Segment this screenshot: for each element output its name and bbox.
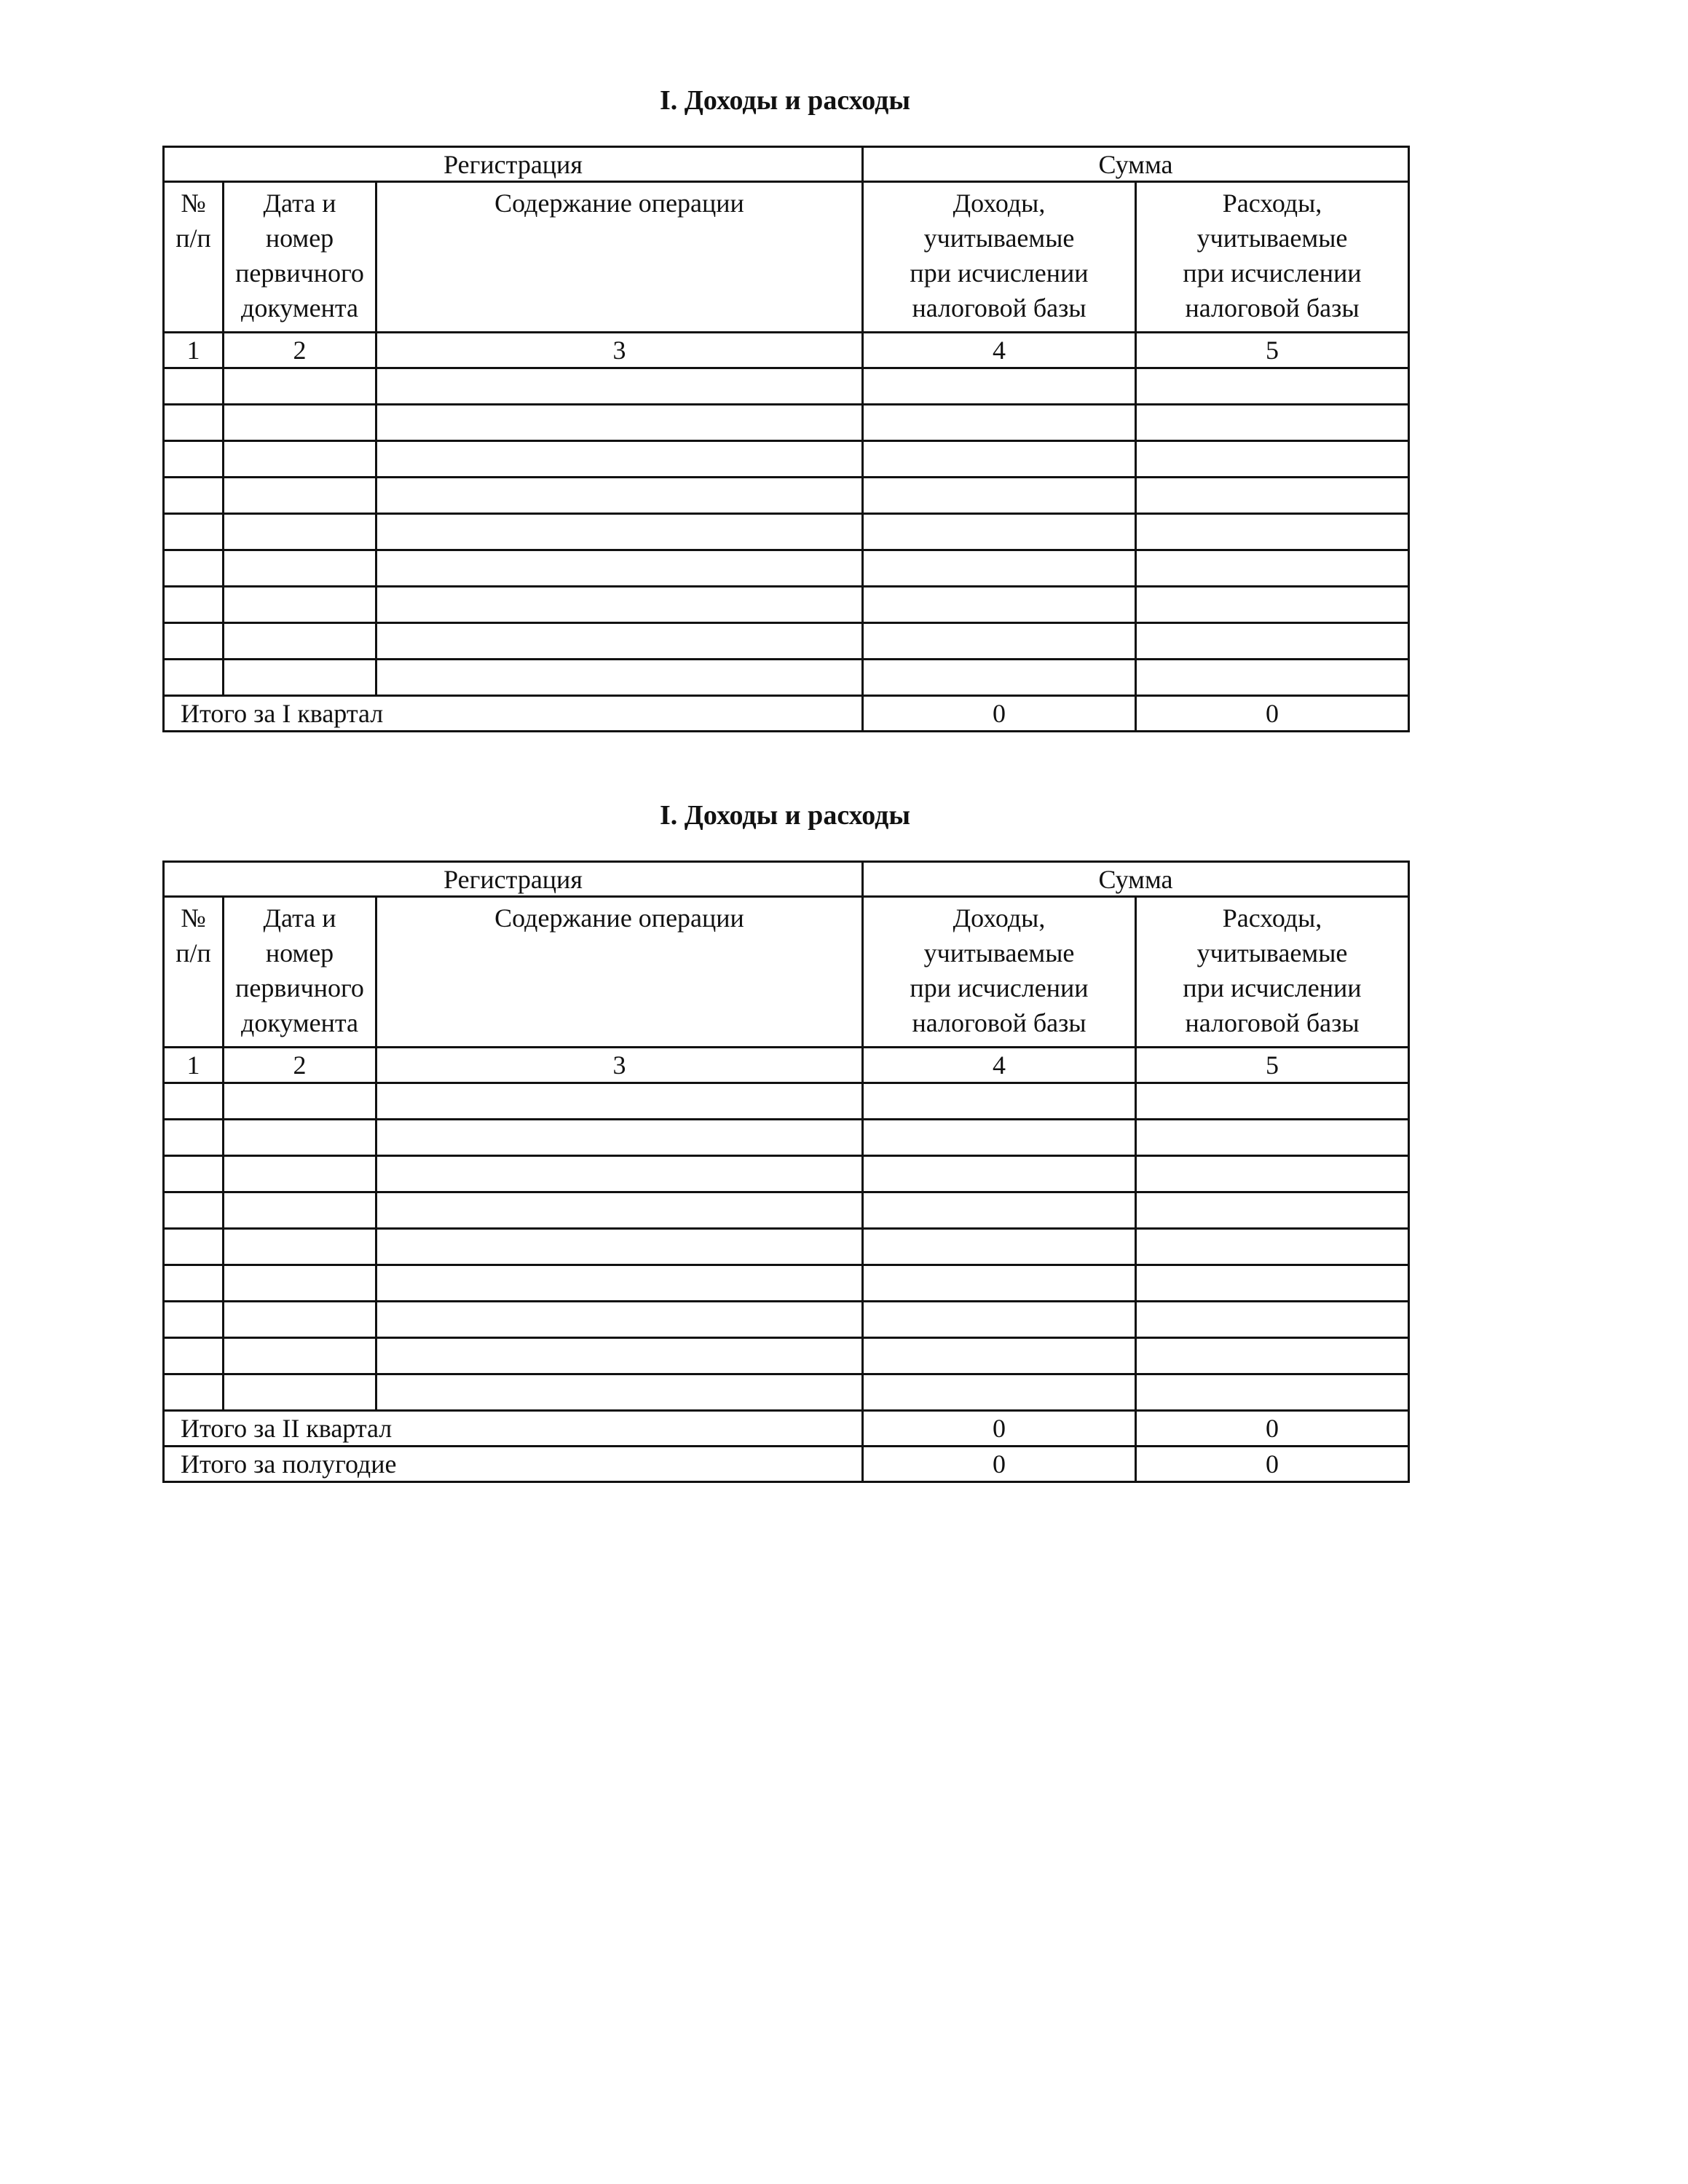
entry-cell[interactable] (376, 1083, 863, 1120)
entry-cell[interactable] (1136, 1192, 1409, 1229)
entry-cell[interactable] (224, 1338, 376, 1374)
entry-cell[interactable] (863, 405, 1136, 441)
entry-cell[interactable] (863, 1374, 1136, 1411)
total-income: 0 (863, 1411, 1136, 1447)
header-line: Содержание операции (494, 189, 744, 218)
header-line: Дата и (263, 903, 336, 933)
total-label: Итого за II квартал (164, 1411, 863, 1447)
total-label: Итого за I квартал (164, 696, 863, 732)
entry-cell[interactable] (164, 1265, 224, 1302)
entry-cell[interactable] (1136, 1156, 1409, 1192)
header-line: при исчислении (1183, 973, 1362, 1002)
table-row (164, 623, 1409, 660)
col-header-date (224, 897, 376, 1048)
entry-cell[interactable] (376, 1302, 863, 1338)
entry-cell[interactable] (863, 1192, 1136, 1229)
total-expense: 0 (1136, 696, 1409, 732)
column-header-row (164, 897, 1409, 1048)
header-line: учитываемые (923, 938, 1075, 968)
entry-cell[interactable] (164, 368, 224, 405)
group-header-row (164, 862, 1409, 897)
table-row (164, 478, 1409, 514)
header-line: номер (265, 223, 334, 253)
col-header-date (224, 182, 376, 333)
header-line: при исчислении (910, 258, 1089, 288)
income-expense-section-1 (162, 79, 1408, 732)
entry-cell[interactable] (1136, 441, 1409, 478)
entry-cell[interactable] (1136, 405, 1409, 441)
entry-cell[interactable] (224, 660, 376, 696)
group-header-row (164, 147, 1409, 182)
col-header-number (164, 182, 224, 333)
total-row (164, 1447, 1409, 1482)
entry-cell[interactable] (224, 514, 376, 550)
col-header-number (164, 897, 224, 1048)
entry-cell[interactable] (863, 550, 1136, 587)
table-row (164, 660, 1409, 696)
entry-cell[interactable] (224, 441, 376, 478)
entry-cell[interactable] (863, 1120, 1136, 1156)
entry-cell[interactable] (863, 660, 1136, 696)
entry-cell[interactable] (863, 478, 1136, 514)
column-number: 2 (224, 1048, 376, 1083)
entry-cell[interactable] (224, 405, 376, 441)
header-line: Содержание операции (494, 903, 744, 933)
entry-cell[interactable] (224, 478, 376, 514)
header-line: Расходы, (1222, 903, 1322, 933)
table-row (164, 1374, 1409, 1411)
entry-cell[interactable] (1136, 1083, 1409, 1120)
entry-cell[interactable] (164, 660, 224, 696)
table-row (164, 1229, 1409, 1265)
entry-cell[interactable] (164, 623, 224, 660)
entry-cell[interactable] (376, 550, 863, 587)
entry-cell[interactable] (376, 1156, 863, 1192)
column-number: 5 (1136, 1048, 1409, 1083)
column-number-row (164, 1048, 1409, 1083)
entry-cell[interactable] (224, 1302, 376, 1338)
column-header-row (164, 182, 1409, 333)
sum-header: Сумма (863, 147, 1409, 182)
entry-cell[interactable] (224, 623, 376, 660)
entry-cell[interactable] (224, 1083, 376, 1120)
entry-cell[interactable] (863, 514, 1136, 550)
header-line: п/п (175, 223, 211, 253)
entry-cell[interactable] (1136, 514, 1409, 550)
header-line: учитываемые (923, 223, 1075, 253)
income-expense-section-2 (162, 794, 1408, 1483)
header-line: документа (241, 1008, 358, 1037)
entry-cell[interactable] (1136, 1338, 1409, 1374)
entry-cell[interactable] (376, 368, 863, 405)
entry-cell[interactable] (1136, 623, 1409, 660)
table-row (164, 1083, 1409, 1120)
entry-cell[interactable] (376, 1120, 863, 1156)
entry-cell[interactable] (376, 514, 863, 550)
header-line: учитываемые (1196, 223, 1348, 253)
column-number: 5 (1136, 333, 1409, 368)
table-row (164, 1120, 1409, 1156)
entry-cell[interactable] (863, 368, 1136, 405)
entry-cell[interactable] (224, 550, 376, 587)
entry-cell[interactable] (863, 1156, 1136, 1192)
entry-cell[interactable] (164, 1229, 224, 1265)
col-header-income (863, 182, 1136, 333)
entry-cell[interactable] (376, 405, 863, 441)
entry-cell[interactable] (1136, 1120, 1409, 1156)
col-header-income (863, 897, 1136, 1048)
entry-cell[interactable] (376, 1338, 863, 1374)
entry-cell[interactable] (164, 1156, 224, 1192)
header-line: Дата и (263, 189, 336, 218)
entry-cell[interactable] (164, 550, 224, 587)
entry-cell[interactable] (863, 1302, 1136, 1338)
entry-cell[interactable] (1136, 1374, 1409, 1411)
entry-cell[interactable] (376, 1192, 863, 1229)
total-row (164, 696, 1409, 732)
table-row (164, 1156, 1409, 1192)
column-number: 2 (224, 333, 376, 368)
column-number: 1 (164, 333, 224, 368)
entry-cell[interactable] (376, 478, 863, 514)
entry-cell[interactable] (376, 1374, 863, 1411)
total-row (164, 1411, 1409, 1447)
col-header-expense (1136, 897, 1409, 1048)
table-row (164, 514, 1409, 550)
entry-cell[interactable] (224, 1156, 376, 1192)
col-header-expense (1136, 182, 1409, 333)
header-line: п/п (175, 938, 211, 968)
entry-cell[interactable] (164, 441, 224, 478)
entry-cell[interactable] (164, 405, 224, 441)
table-row (164, 550, 1409, 587)
column-number: 3 (376, 1048, 863, 1083)
registration-header: Регистрация (164, 862, 863, 897)
entry-cell[interactable] (376, 1229, 863, 1265)
entry-cell[interactable] (224, 368, 376, 405)
section-title: I. Доходы и расходы (659, 85, 911, 116)
entry-cell[interactable] (863, 1229, 1136, 1265)
col-header-content (376, 182, 863, 333)
registration-header: Регистрация (164, 147, 863, 182)
entry-cell[interactable] (376, 1265, 863, 1302)
total-income: 0 (863, 696, 1136, 732)
entry-cell[interactable] (1136, 660, 1409, 696)
entry-cell[interactable] (863, 587, 1136, 623)
column-number: 4 (863, 333, 1136, 368)
income-expense-table (162, 146, 1410, 732)
entry-cell[interactable] (1136, 1265, 1409, 1302)
header-line: налоговой базы (1185, 1008, 1360, 1037)
header-line: первичного (235, 973, 364, 1002)
entry-cell[interactable] (164, 1374, 224, 1411)
table-row (164, 368, 1409, 405)
entry-cell[interactable] (164, 1338, 224, 1374)
entry-cell[interactable] (863, 1083, 1136, 1120)
entry-cell[interactable] (224, 1265, 376, 1302)
entry-cell[interactable] (1136, 550, 1409, 587)
entry-cell[interactable] (224, 1120, 376, 1156)
header-line: при исчислении (1183, 258, 1362, 288)
entry-cell[interactable] (164, 1083, 224, 1120)
entry-cell[interactable] (164, 587, 224, 623)
entry-cell[interactable] (164, 1120, 224, 1156)
header-line: Доходы, (953, 903, 1046, 933)
table-row (164, 1265, 1409, 1302)
entry-cell[interactable] (164, 478, 224, 514)
column-number: 3 (376, 333, 863, 368)
table-body (164, 862, 1409, 1482)
header-line: первичного (235, 258, 364, 288)
column-number-row (164, 333, 1409, 368)
entry-cell[interactable] (376, 623, 863, 660)
entry-cell[interactable] (1136, 368, 1409, 405)
table-row (164, 1192, 1409, 1229)
total-label: Итого за полугодие (164, 1447, 863, 1482)
entry-cell[interactable] (1136, 1302, 1409, 1338)
header-line: номер (265, 938, 334, 968)
section-title: I. Доходы и расходы (659, 800, 911, 831)
entry-cell[interactable] (863, 441, 1136, 478)
entry-cell[interactable] (863, 1265, 1136, 1302)
entry-cell[interactable] (164, 514, 224, 550)
table-row (164, 1302, 1409, 1338)
entry-cell[interactable] (224, 1229, 376, 1265)
entry-cell[interactable] (1136, 478, 1409, 514)
header-line: налоговой базы (1185, 293, 1360, 323)
total-expense: 0 (1136, 1447, 1409, 1482)
column-number: 4 (863, 1048, 1136, 1083)
entry-cell[interactable] (224, 1374, 376, 1411)
header-line: Расходы, (1222, 189, 1322, 218)
table-row (164, 441, 1409, 478)
entry-cell[interactable] (1136, 1229, 1409, 1265)
header-line: Доходы, (953, 189, 1046, 218)
sum-header: Сумма (863, 862, 1409, 897)
table-row (164, 1338, 1409, 1374)
entry-cell[interactable] (224, 1192, 376, 1229)
entry-cell[interactable] (164, 1192, 224, 1229)
total-expense: 0 (1136, 1411, 1409, 1447)
total-income: 0 (863, 1447, 1136, 1482)
table-body (164, 147, 1409, 732)
entry-cell[interactable] (376, 587, 863, 623)
entry-cell[interactable] (224, 587, 376, 623)
header-line: учитываемые (1196, 938, 1348, 968)
entry-cell[interactable] (1136, 587, 1409, 623)
entry-cell[interactable] (376, 441, 863, 478)
table-row (164, 587, 1409, 623)
header-line: № (181, 903, 206, 933)
header-line: налоговой базы (912, 1008, 1086, 1037)
col-header-content (376, 897, 863, 1048)
entry-cell[interactable] (863, 1338, 1136, 1374)
entry-cell[interactable] (164, 1302, 224, 1338)
header-line: налоговой базы (912, 293, 1086, 323)
header-line: № (181, 189, 206, 218)
header-line: при исчислении (910, 973, 1089, 1002)
table-row (164, 405, 1409, 441)
entry-cell[interactable] (863, 623, 1136, 660)
column-number: 1 (164, 1048, 224, 1083)
income-expense-table (162, 860, 1410, 1483)
header-line: документа (241, 293, 358, 323)
entry-cell[interactable] (376, 660, 863, 696)
